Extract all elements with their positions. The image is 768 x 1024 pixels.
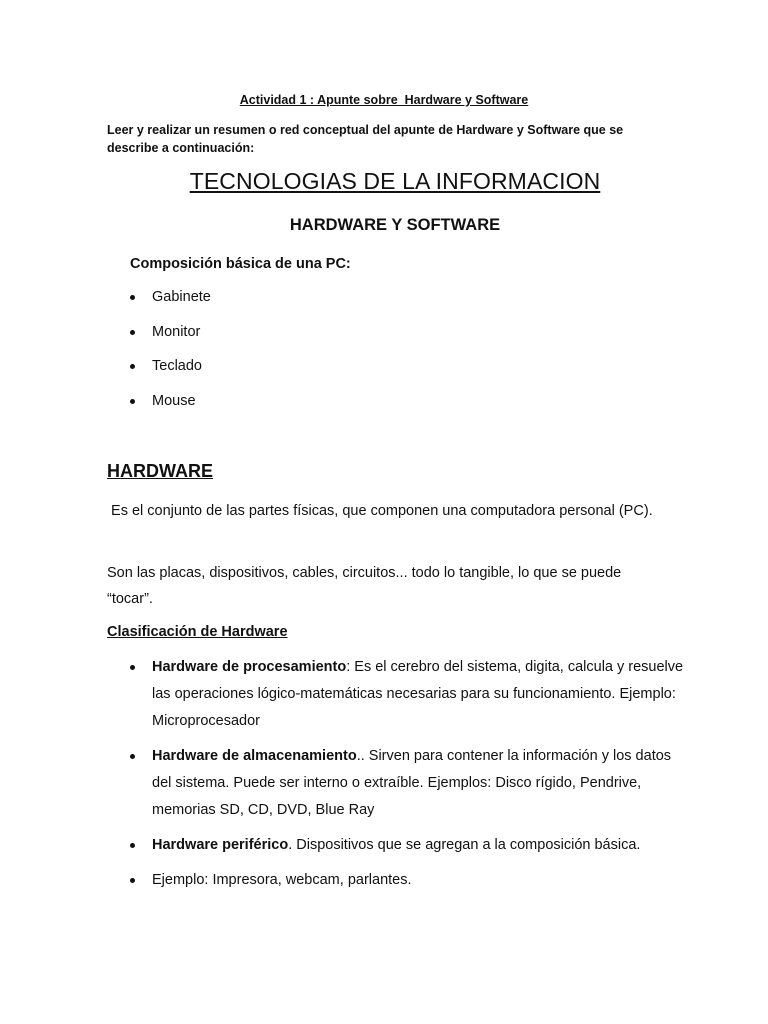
hardware-heading: HARDWARE (107, 461, 213, 481)
list-item (130, 358, 211, 393)
classification-list (130, 654, 690, 902)
hardware-definition-paragraph: Es el conjunto de las partes físicas, que componen una computadora personal (PC). (107, 503, 653, 519)
bullet-icon (130, 754, 135, 759)
sub-title: HARDWARE Y SOFTWARE (289, 216, 501, 234)
bullet-icon (130, 364, 135, 369)
list-item-label: Monitor (152, 323, 201, 340)
bullet-icon (130, 399, 135, 404)
list-item (130, 867, 690, 894)
list-item-term: Hardware de almacenamiento (152, 748, 357, 764)
bullet-icon (130, 295, 135, 300)
list-item-term: Hardware de procesamiento (152, 659, 347, 675)
bullet-icon (130, 843, 135, 848)
hardware-description-paragraph: Son las placas, dispositivos, cables, circuitos... todo lo tangible, lo que se puede “tocar”. (107, 565, 622, 607)
list-item-text: .. Sirven para contener la información y los datos del sistema. Puede ser interno o extraíble. Ejemplos: Disco rígido, Pendrive, memorias SD, CD, DVD, Blue Ray (152, 748, 672, 818)
list-item (130, 832, 690, 859)
instructions-text: Leer y realizar un resumen o red conceptual del apunte de Hardware y Software que se describe a continuación: (107, 123, 624, 155)
bullet-icon (130, 665, 135, 670)
bullet-icon (130, 330, 135, 335)
list-item-term: Hardware periférico (152, 837, 289, 853)
list-item-label: Mouse (152, 392, 196, 409)
list-item-label: Gabinete (152, 289, 211, 305)
list-item-text: Ejemplo: Impresora, webcam, parlantes. (152, 872, 412, 888)
list-item (130, 324, 211, 359)
composition-list (130, 289, 211, 427)
list-item (130, 393, 211, 428)
list-item-text: . Dispositivos que se agregan a la composición básica. (288, 837, 641, 853)
list-item (130, 743, 690, 824)
list-item-label: Teclado (152, 358, 202, 374)
list-item (130, 289, 211, 324)
main-title: TECNOLOGIAS DE LA INFORMACION (189, 168, 601, 194)
activity-title: Actividad 1 : Apunte sobre Hardware y Software (239, 93, 529, 107)
list-item-text: : Es el cerebro del sistema, digita, calcula y resuelve las operaciones lógico-matemáticas necesarias para su funcionamiento. Ejemplo: Microprocesador (152, 659, 684, 729)
classification-heading: Clasificación de Hardware (107, 624, 288, 640)
list-item (130, 654, 690, 735)
bullet-icon (130, 878, 135, 883)
composition-heading: Composición básica de una PC: (130, 256, 351, 272)
